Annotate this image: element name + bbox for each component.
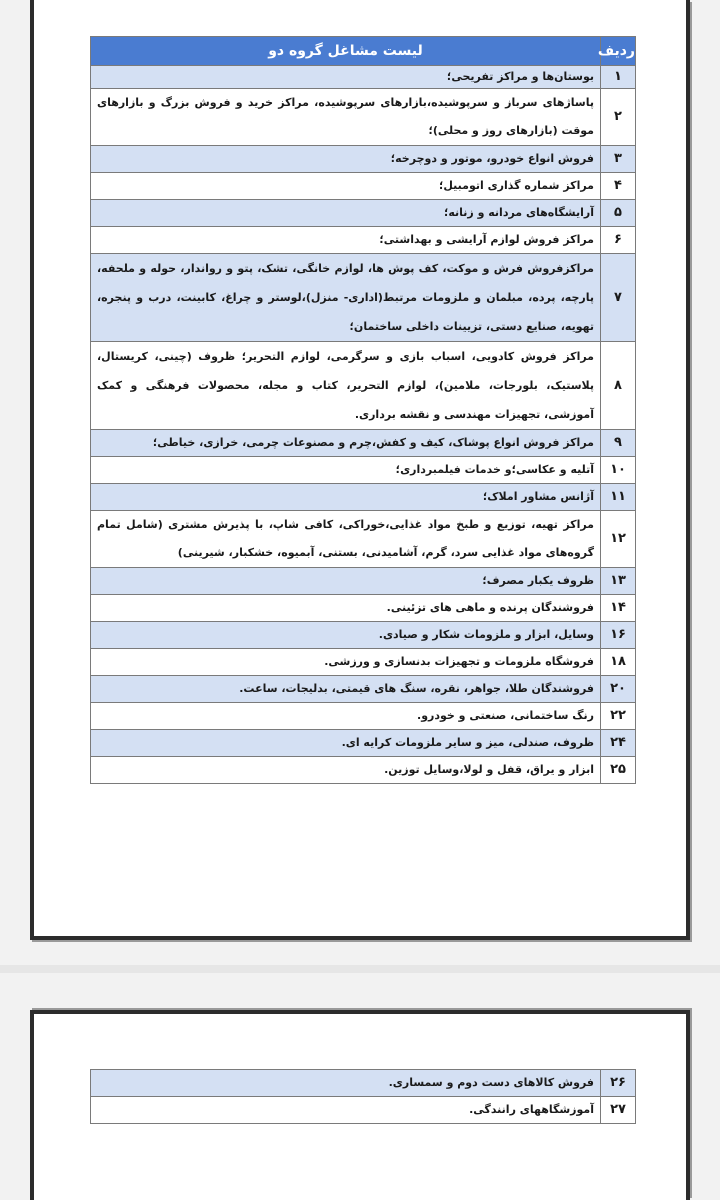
table-row (91, 342, 636, 430)
row-text: ابزار و یراق، قفل و لولا،وسایل توزین. (91, 757, 601, 784)
row-number: ۲۵ (601, 757, 636, 784)
row-number: ۵ (601, 200, 636, 227)
jobs-table-continued (90, 1069, 636, 1124)
table-row (91, 146, 636, 173)
row-number: ۱۲ (601, 511, 636, 568)
table-row (91, 254, 636, 342)
row-text: آموزشگاههای رانندگی. (91, 1097, 601, 1124)
jobs-table (90, 36, 636, 784)
row-text: آژانس مشاور املاک؛ (91, 484, 601, 511)
table-row (91, 511, 636, 568)
table-row (91, 200, 636, 227)
row-text: فروش انواع خودرو، موتور و دوچرخه؛ (91, 146, 601, 173)
table-row (91, 457, 636, 484)
row-number: ۹ (601, 430, 636, 457)
table-row (91, 1097, 636, 1124)
row-text: مراکز فروش کادویی، اسباب بازی و سرگرمی، لوازم التحریر؛ ظروف (چینی، کریستال، پلاستیک، بلورجات، ملامین)، لوازم التحریر، کتاب و مجله، محصولات فرهنگی و کمک آموزشی، تجهیزات مهندسی و نقشه برداری. (91, 342, 601, 430)
document-page-2 (30, 1010, 690, 1200)
row-number: ۱ (601, 66, 636, 89)
row-text: آتلیه و عکاسی؛و خدمات فیلمبرداری؛ (91, 457, 601, 484)
row-number: ۲۰ (601, 676, 636, 703)
row-text: وسایل، ابزار و ملزومات شکار و صیادی. (91, 622, 601, 649)
row-text: آرایشگاه‌های مردانه و زنانه؛ (91, 200, 601, 227)
row-number: ۶ (601, 227, 636, 254)
table-header-row (91, 37, 636, 66)
row-number: ۳ (601, 146, 636, 173)
row-number: ۸ (601, 342, 636, 430)
table-row (91, 568, 636, 595)
row-number: ۲۴ (601, 730, 636, 757)
row-number: ۱۴ (601, 595, 636, 622)
row-number: ۷ (601, 254, 636, 342)
row-text: مراکز فروش انواع پوشاک، کیف و کفش،چرم و مصنوعات چرمی، خرازی، خیاطی؛ (91, 430, 601, 457)
row-text: پاساژهای سرباز و سرپوشیده،بازارهای سرپوشیده، مراکز خرید و فروش بزرگ و بازارهای موقت (بازارهای روز و محلی)؛ (91, 89, 601, 146)
row-text: مراکزفروش فرش و موکت، کف پوش ها، لوازم خانگی، تشک، پتو و رواندار، حوله و ملحفه، پارچه، پرده، مبلمان و ملزومات مرتبط(اداری- منزل)،لوستر و چراغ، کابینت، درب و پنجره، تهویه، صنایع دستی، تزیینات داخلی ساختمان؛ (91, 254, 601, 342)
row-number: ۴ (601, 173, 636, 200)
table-row (91, 730, 636, 757)
row-text: بوستان‌ها و مراکز تفریحی؛ (91, 66, 601, 89)
table-row (91, 649, 636, 676)
table-row (91, 430, 636, 457)
row-number: ۱۸ (601, 649, 636, 676)
row-text: فروش کالاهای دست دوم و سمساری. (91, 1070, 601, 1097)
row-text: مراکز فروش لوازم آرایشی و بهداشتی؛ (91, 227, 601, 254)
table-row (91, 676, 636, 703)
row-text: فروشندگان طلا، جواهر، نقره، سنگ های قیمتی، بدلیجات، ساعت. (91, 676, 601, 703)
table-row (91, 622, 636, 649)
table-row (91, 89, 636, 146)
table-row (91, 173, 636, 200)
table-row (91, 484, 636, 511)
page-gap (0, 965, 720, 973)
table-row (91, 1070, 636, 1097)
table-row (91, 66, 636, 89)
row-number: ۲۷ (601, 1097, 636, 1124)
row-text: ظروف یکبار مصرف؛ (91, 568, 601, 595)
table-row (91, 595, 636, 622)
row-number: ۲ (601, 89, 636, 146)
row-number: ۲۲ (601, 703, 636, 730)
row-text: فروشندگان پرنده و ماهی های تزئینی. (91, 595, 601, 622)
row-text: ظروف، صندلی، میز و سایر ملزومات کرایه ای. (91, 730, 601, 757)
row-text: فروشگاه ملزومات و تجهیزات بدنسازی و ورزشی. (91, 649, 601, 676)
row-number: ۱۶ (601, 622, 636, 649)
row-number: ۱۰ (601, 457, 636, 484)
table-row (91, 227, 636, 254)
header-number-column: ردیف (601, 37, 636, 66)
row-number: ۲۶ (601, 1070, 636, 1097)
document-page-1 (30, 0, 690, 940)
row-text: رنگ ساختمانی، صنعتی و خودرو. (91, 703, 601, 730)
row-text: مراکز شماره گذاری اتومبیل؛ (91, 173, 601, 200)
header-title: لیست مشاغل گروه دو (91, 37, 601, 66)
table-row (91, 757, 636, 784)
table-row (91, 703, 636, 730)
row-number: ۱۱ (601, 484, 636, 511)
row-number: ۱۳ (601, 568, 636, 595)
row-text: مراکز تهیه، توزیع و طبخ مواد غذایی،خوراکی، کافی شاپ، با پذیرش مشتری (شامل تمام گروه‌های مواد غذایی سرد، گرم، آشامیدنی، بستنی، آبمیوه، خشکبار، شیرینی) (91, 511, 601, 568)
